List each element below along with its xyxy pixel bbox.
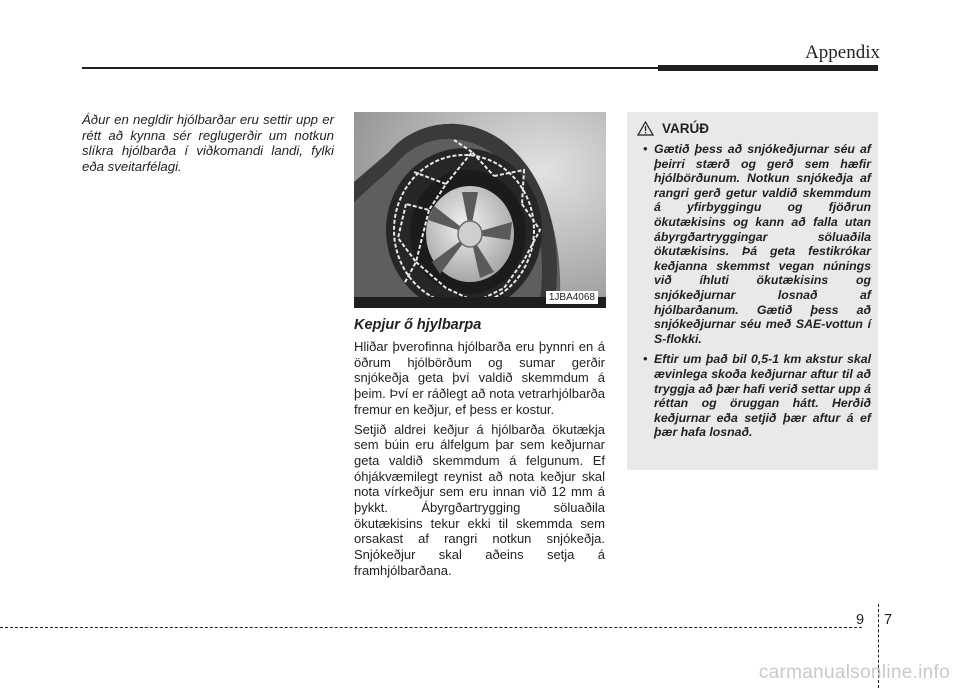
caution-box — [627, 112, 878, 470]
running-header: Appendix — [805, 42, 880, 63]
caution-header — [637, 121, 709, 136]
warning-triangle-icon — [637, 121, 654, 136]
body-paragraph-1: Hliðar þverofinna hjólbarða eru þynnri en á öðrum hjólbörðum og sumar gerðir snjókeðja geta því valdið skemmdum á þeim. Því er ráðlegt að nota vetrarhjólbarða fremur en keðjur, ef þess er kostur. — [354, 339, 605, 417]
bullet: • — [643, 352, 648, 367]
page-number: 7 — [884, 612, 893, 628]
caution-list — [635, 142, 871, 446]
watermark: carmanualsonline.info — [758, 662, 950, 683]
footer-rule — [0, 627, 862, 628]
caution-item: • Eftir um það bil 0,5-1 km akstur skal ævinlega skoða keðjurnar aftur til að tryggja að þær hafi verið settar upp á réttan og öruggan hátt. Herðið keðjurnar eða setjið þær aftur á ef þær hafa losnað. — [643, 352, 871, 440]
caution-item: • Gætið þess að snjókeðjurnar séu af þeirri stærð og gerð sem hæfir hjólbörðunum. Notkun snjókeðja af rangri gerð getur valdið skemmdum á yfirbyggingu og fjöðrun ökutækisins og kann að falla utan ábyrgðartryggingar söluaðila ökutækisins. Þá geta festikrókar keðjanna skemmst vegan núnings við íhluti ökutækisins og snjókeðjurnar losnað af hjólbarðanum. Gætið þess að snjókeðjurnar séu með SAE-vottun í S-flokki. — [643, 142, 871, 346]
figure-code: 1JBA4068 — [546, 291, 598, 304]
section-body — [354, 339, 605, 583]
caution-title: VARÚÐ — [662, 121, 709, 136]
snow-chain-figure — [354, 112, 606, 308]
header-rule-accent — [658, 65, 878, 71]
section-title: Kepjur ő hjylbarpa — [354, 317, 482, 333]
tire-with-snow-chain-illustration — [354, 112, 606, 308]
bullet: • — [643, 142, 648, 156]
intro-paragraph: Áður en negldir hjólbarðar eru settir upp er rétt að kynna sér reglugerðir um notkun slíkra hjólbarða í viðkomandi landi, fylki eða sveitarfélagi. — [82, 112, 334, 174]
chapter-number: 9 — [856, 612, 865, 628]
body-paragraph-2: Setjið aldrei keðjur á hjólbarða ökutækja sem búin eru álfelgum þar sem keðjurnar geta valdið skemmdum á felgunum. Ef óhjákvæmilegt reynist að nota keðjur skal nota vírkeðjur sem eru innan við 12 mm á þykkt. Ábyrgðartrygging söluaðila ökutækisins tekur ekki til skemmda sem orsakast af rangri notkun snjókeðja. Snjókeðjur skal aðeins setja á framhjólbarðana. — [354, 421, 605, 578]
